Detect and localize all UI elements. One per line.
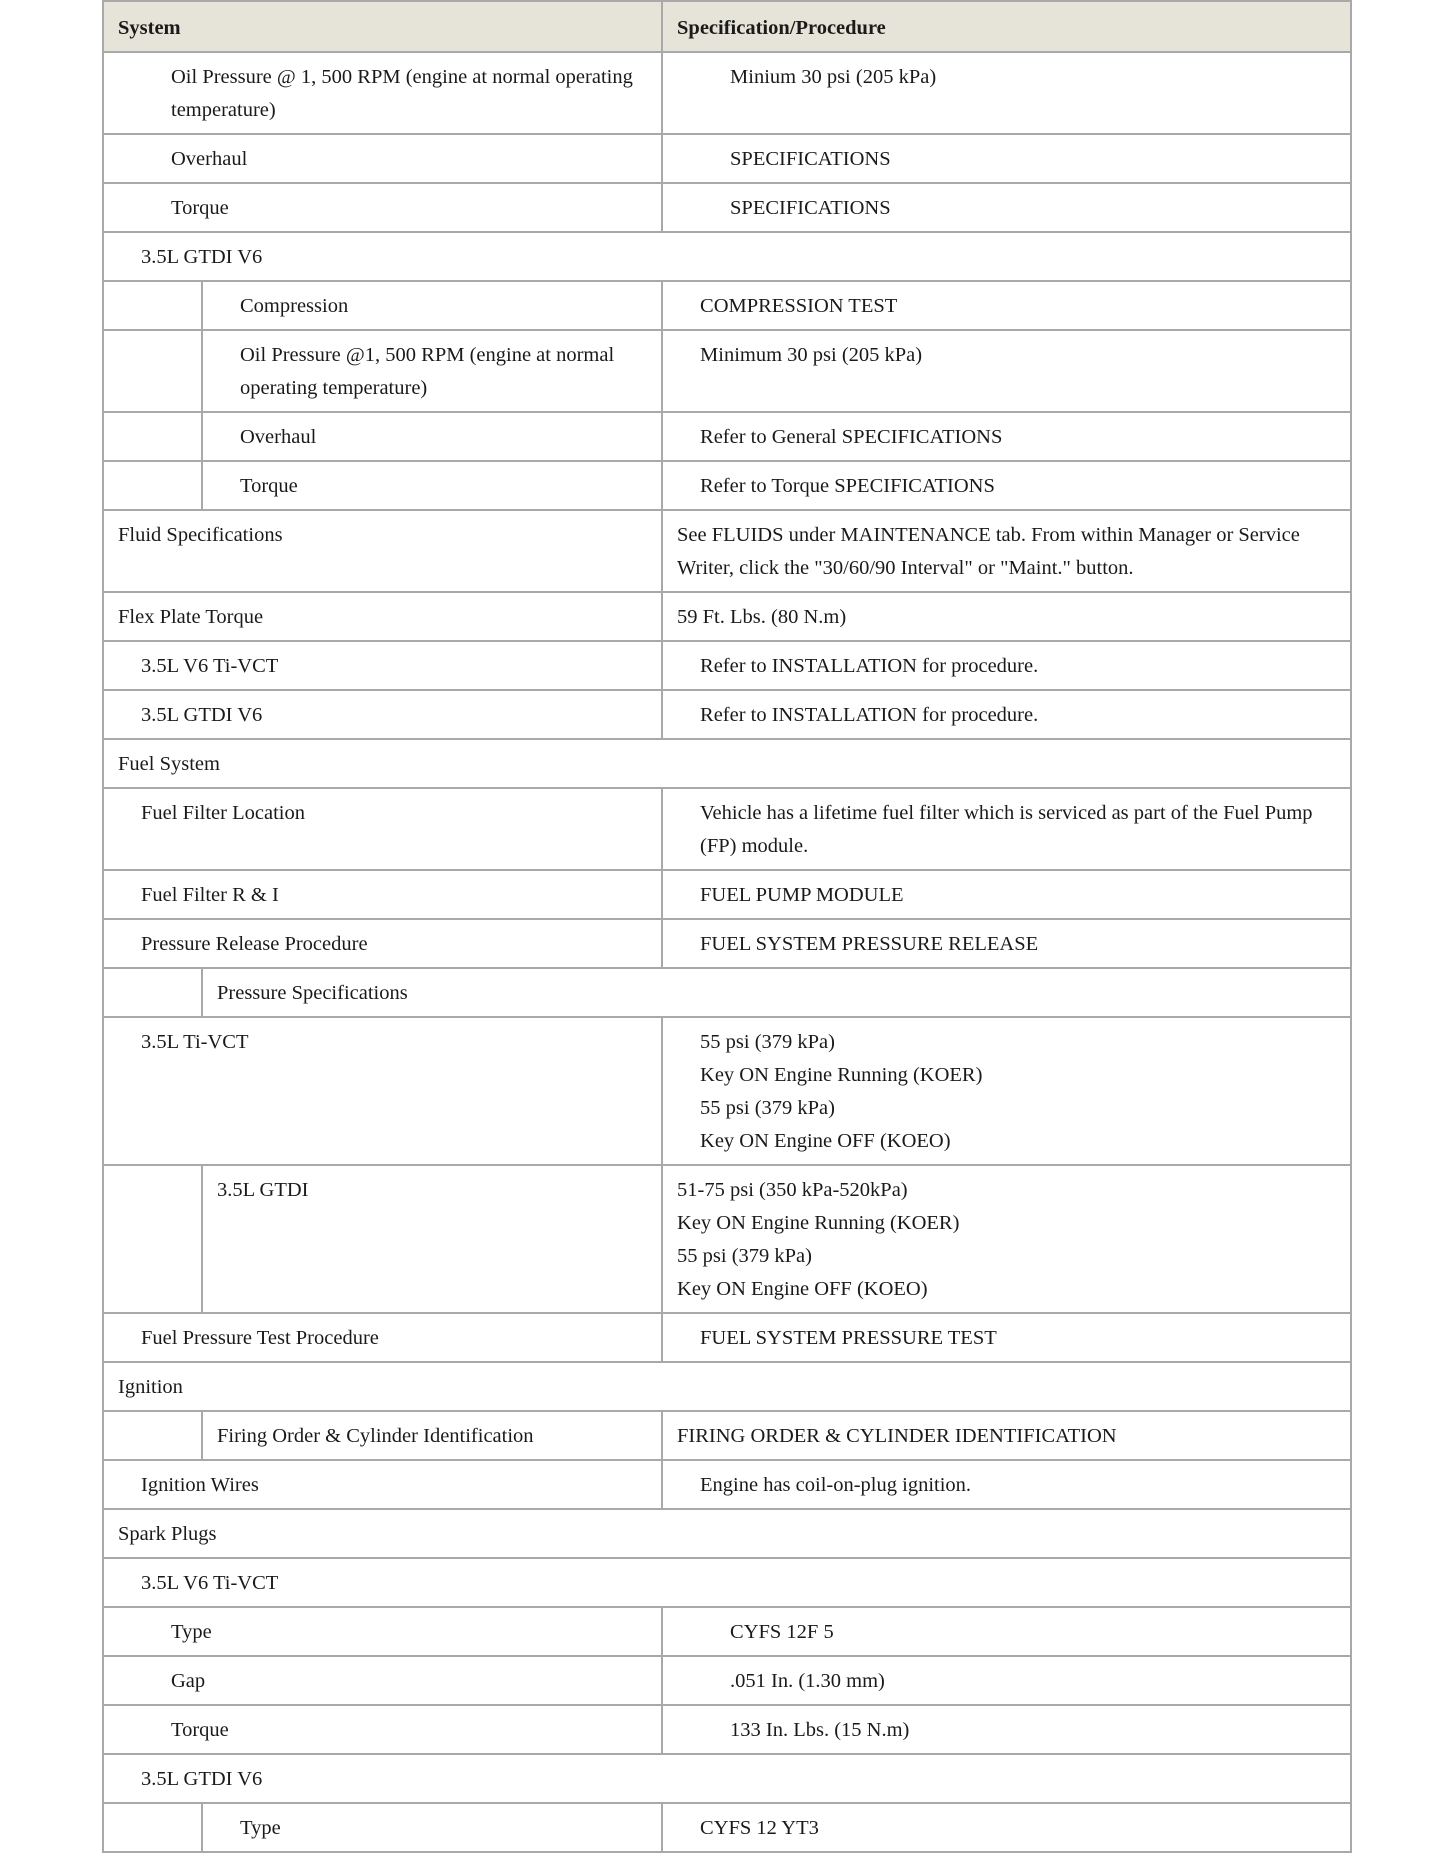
system-cell: Fuel Pressure Test Procedure	[103, 1313, 662, 1362]
spec-cell	[662, 1017, 1351, 1165]
table-row	[103, 134, 1351, 183]
section-label: Ignition	[103, 1362, 1351, 1411]
section-label: 3.5L GTDI V6	[103, 1754, 1351, 1803]
spec-cell: SPECIFICATIONS	[662, 183, 1351, 232]
table-row	[103, 1411, 1351, 1460]
table-row	[103, 281, 1351, 330]
spec-cell: Minium 30 psi (205 kPa)	[662, 52, 1351, 134]
spec-line: Key ON Engine OFF (KOEO)	[700, 1130, 951, 1152]
table-row	[103, 330, 1351, 412]
system-cell: Torque	[202, 461, 662, 510]
indent-cell	[103, 1803, 202, 1852]
table-row	[103, 1460, 1351, 1509]
section-row	[103, 1754, 1351, 1803]
table-row	[103, 641, 1351, 690]
section-row	[103, 232, 1351, 281]
system-cell: Type	[202, 1803, 662, 1852]
table-row	[103, 52, 1351, 134]
spec-cell: FUEL SYSTEM PRESSURE RELEASE	[662, 919, 1351, 968]
spec-cell: CYFS 12 YT3	[662, 1803, 1351, 1852]
table-row	[103, 919, 1351, 968]
section-label: Fuel System	[103, 739, 1351, 788]
spec-cell: See FLUIDS under MAINTENANCE tab. From within Manager or Service Writer, click the "30/60/90 Interval" or "Maint." button.	[662, 510, 1351, 592]
spec-cell: Minimum 30 psi (205 kPa)	[662, 330, 1351, 412]
system-cell: Torque	[103, 183, 662, 232]
system-cell: 3.5L Ti-VCT	[103, 1017, 662, 1165]
indent-cell	[103, 330, 202, 412]
section-row	[103, 739, 1351, 788]
spec-cell: FUEL PUMP MODULE	[662, 870, 1351, 919]
table-row	[103, 412, 1351, 461]
table-row	[103, 1165, 1351, 1313]
system-cell: Flex Plate Torque	[103, 592, 662, 641]
section-row	[103, 1558, 1351, 1607]
section-row	[103, 1362, 1351, 1411]
column-header-specification: Specification/Procedure	[662, 1, 1351, 52]
system-cell: Fuel Filter R & I	[103, 870, 662, 919]
table-row	[103, 870, 1351, 919]
section-row	[103, 968, 1351, 1017]
spec-line: Key ON Engine OFF (KOEO)	[677, 1278, 928, 1300]
table-row	[103, 183, 1351, 232]
spec-cell: Refer to INSTALLATION for procedure.	[662, 690, 1351, 739]
spec-line: 55 psi (379 kPa)	[700, 1097, 835, 1119]
system-cell: Firing Order & Cylinder Identification	[202, 1411, 662, 1460]
system-cell: 3.5L V6 Ti-VCT	[103, 641, 662, 690]
spec-cell: COMPRESSION TEST	[662, 281, 1351, 330]
section-label: 3.5L V6 Ti-VCT	[103, 1558, 1351, 1607]
indent-cell	[103, 412, 202, 461]
system-cell: Compression	[202, 281, 662, 330]
section-row	[103, 1509, 1351, 1558]
spec-line: Key ON Engine Running (KOER)	[677, 1212, 960, 1234]
spec-cell: Refer to Torque SPECIFICATIONS	[662, 461, 1351, 510]
spec-cell: Refer to INSTALLATION for procedure.	[662, 641, 1351, 690]
system-cell: Gap	[103, 1656, 662, 1705]
column-header-system: System	[103, 1, 662, 52]
system-cell: Pressure Release Procedure	[103, 919, 662, 968]
spec-line: Key ON Engine Running (KOER)	[700, 1064, 983, 1086]
table-row	[103, 1803, 1351, 1852]
indent-cell	[103, 281, 202, 330]
system-cell: Fluid Specifications	[103, 510, 662, 592]
system-cell: Fuel Filter Location	[103, 788, 662, 870]
spec-cell: CYFS 12F 5	[662, 1607, 1351, 1656]
spec-line: 55 psi (379 kPa)	[677, 1245, 812, 1267]
section-label: Spark Plugs	[103, 1509, 1351, 1558]
table-row	[103, 1313, 1351, 1362]
spec-cell: 59 Ft. Lbs. (80 N.m)	[662, 592, 1351, 641]
system-cell: Torque	[103, 1705, 662, 1754]
spec-cell	[662, 1165, 1351, 1313]
spec-cell: 133 In. Lbs. (15 N.m)	[662, 1705, 1351, 1754]
table-row	[103, 1705, 1351, 1754]
spec-cell: .051 In. (1.30 mm)	[662, 1656, 1351, 1705]
indent-cell	[103, 968, 202, 1017]
spec-cell: FUEL SYSTEM PRESSURE TEST	[662, 1313, 1351, 1362]
indent-cell	[103, 1165, 202, 1313]
spec-cell: Refer to General SPECIFICATIONS	[662, 412, 1351, 461]
system-cell: Ignition Wires	[103, 1460, 662, 1509]
spec-cell: Engine has coil-on-plug ignition.	[662, 1460, 1351, 1509]
system-cell: Oil Pressure @ 1, 500 RPM (engine at normal operating temperature)	[103, 52, 662, 134]
system-cell: Type	[103, 1607, 662, 1656]
system-cell: 3.5L GTDI	[202, 1165, 662, 1313]
section-label: 3.5L GTDI V6	[103, 232, 1351, 281]
indent-cell	[103, 461, 202, 510]
table-row	[103, 461, 1351, 510]
table-row	[103, 1017, 1351, 1165]
table-row	[103, 690, 1351, 739]
table-row	[103, 510, 1351, 592]
spec-line: 51-75 psi (350 kPa-520kPa)	[677, 1179, 908, 1201]
indent-cell	[103, 1411, 202, 1460]
system-cell: 3.5L GTDI V6	[103, 690, 662, 739]
system-cell: Oil Pressure @1, 500 RPM (engine at normal operating temperature)	[202, 330, 662, 412]
table-row	[103, 788, 1351, 870]
table-row	[103, 1607, 1351, 1656]
spec-cell: Vehicle has a lifetime fuel filter which is serviced as part of the Fuel Pump (FP) module.	[662, 788, 1351, 870]
spec-cell: FIRING ORDER & CYLINDER IDENTIFICATION	[662, 1411, 1351, 1460]
section-label: Pressure Specifications	[202, 968, 1351, 1017]
system-cell: Overhaul	[202, 412, 662, 461]
spec-table	[102, 0, 1352, 1853]
system-cell: Overhaul	[103, 134, 662, 183]
table-row	[103, 1656, 1351, 1705]
spec-line: 55 psi (379 kPa)	[700, 1031, 835, 1053]
table-row	[103, 592, 1351, 641]
table-header-row	[103, 1, 1351, 52]
spec-cell: SPECIFICATIONS	[662, 134, 1351, 183]
